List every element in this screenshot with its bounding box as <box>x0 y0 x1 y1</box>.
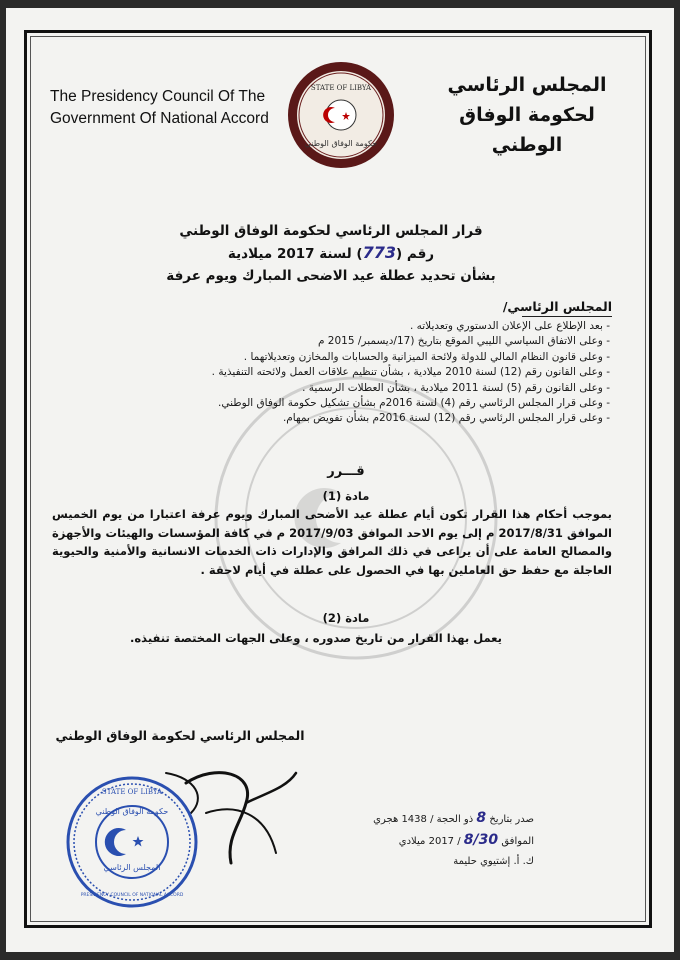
header-english-line2: Government Of National Accord <box>50 110 269 127</box>
hijri-month: ذو الحجة <box>436 814 474 825</box>
header-english-line1: The Presidency Council Of The <box>50 88 266 105</box>
header-arabic-line2: لحكومة الوفاق الوطني <box>459 104 595 156</box>
stamp-top-text: STATE OF LIBYA <box>101 788 163 796</box>
title-number-prefix: رقم ( <box>396 246 435 262</box>
decree-title <box>106 220 556 287</box>
greg-suffix: / 2017 ميلادي <box>398 836 461 847</box>
consideration-item: - وعلى قرار المجلس الرئاسي رقم (4) لسنة 2016م بشأن تشكيل حكومة الوفاق الوطني. <box>218 397 610 410</box>
stamp-arabic-text: حكومة الوفاق الوطني <box>95 807 169 816</box>
title-line3: بشأن تحديد عطلة عيد الاضحى المبارك ويوم عرفة <box>166 268 496 284</box>
article2-title: مادة (2) <box>322 611 370 625</box>
considerations-heading: المجلس الرئاسي/ <box>502 299 612 314</box>
issued-row <box>324 808 534 830</box>
corresponding-label: الموافق <box>501 836 534 847</box>
header-arabic-line1: المجلس الرئاسي <box>447 74 607 96</box>
stamp-center-text: المجلس الرئاسي <box>103 863 161 872</box>
consideration-item: - وعلى القانون رقم (5) لسنة 2011 ميلادية ، بشأن العطلات الرسمية . <box>302 381 610 394</box>
hijri-day: 8 <box>476 810 487 826</box>
decision-heading: قـــرر <box>327 464 365 479</box>
heading-underline <box>522 316 612 317</box>
consideration-item: - وعلى القانون رقم (12) لسنة 2010 ميلادية ، بشأن تنظيم علاقات العمل ولائحته التنفيذية . <box>211 366 610 379</box>
article1-text: بموجب أحكام هذا القرار تكون أيام عطلة عيد الأضحى المبارك ويوم عرفة اعتبارا من يوم الخميس الموافق 2017/8/31 م إلى يوم الاحد الموافق 2017/9/03 م في كافة المؤسسات والهيئات والأجهزة والمصالح العامة على أن يراعى في ذلك المرافق والإدارات ذات الخدمات الانسانية والأمنية والحيوية العاجلة مع حفظ حق العاملين بها في الحصول على عطلة في أيام لاحقة . <box>52 507 612 577</box>
signatory-title: المجلس الرئاسي لحكومة الوفاق الوطني <box>55 728 305 743</box>
article1-title: مادة (1) <box>322 489 370 503</box>
title-line1: قرار المجلس الرئاسي لحكومة الوفاق الوطني <box>179 223 483 239</box>
consideration-item: - بعد الإطلاع على الإعلان الدستوري وتعديلاته . <box>409 320 610 332</box>
official-stamp-icon <box>64 774 200 910</box>
reference-row <box>324 852 534 872</box>
document-sheet <box>6 8 674 952</box>
title-number-suffix: ) لسنة 2017 ميلادية <box>227 246 363 262</box>
article2-text: يعمل بهذا القرار من تاريخ صدوره ، وعلى الجهات المختصة تنفيذه. <box>130 631 502 645</box>
greg-date: 8/30 <box>463 832 499 848</box>
considerations-list <box>90 319 610 427</box>
consideration-item: - وعلى الاتفاق السياسي الليبي الموقع بتاريخ (17/ديسمبر/ 2015 م <box>317 335 610 348</box>
consideration-item: - وعلى قرار المجلس الرئاسي رقم (12) لسنة 2016م بشأن تفويض بمهام. <box>282 412 610 425</box>
hijri-suffix: / 1438 هجري <box>373 814 434 825</box>
issue-date-block <box>324 808 534 872</box>
header-arabic <box>432 70 622 160</box>
header-english <box>50 86 300 130</box>
corresponding-row <box>324 830 534 852</box>
emblem-seal-icon <box>286 60 396 170</box>
prepared-by: حليمة <box>453 856 477 867</box>
seal-top-text: STATE OF LIBYA <box>310 84 372 92</box>
seal-top-arabic: حكومة الوفاق الوطني <box>304 139 378 148</box>
issued-label: صدر بتاريخ <box>489 814 534 825</box>
title-number: 773 <box>362 243 396 262</box>
title-number-line <box>106 242 556 265</box>
stamp-bottom-text: PRESIDENCY COUNCIL OF NATIONAL ACCORD <box>80 893 184 898</box>
ref-label: ك. أ. إشتيوي <box>480 856 534 867</box>
consideration-item: - وعلى قانون النظام المالي للدولة ولائحة الميزانية والحسابات والمخازن وتعديلاتهما . <box>243 350 610 363</box>
